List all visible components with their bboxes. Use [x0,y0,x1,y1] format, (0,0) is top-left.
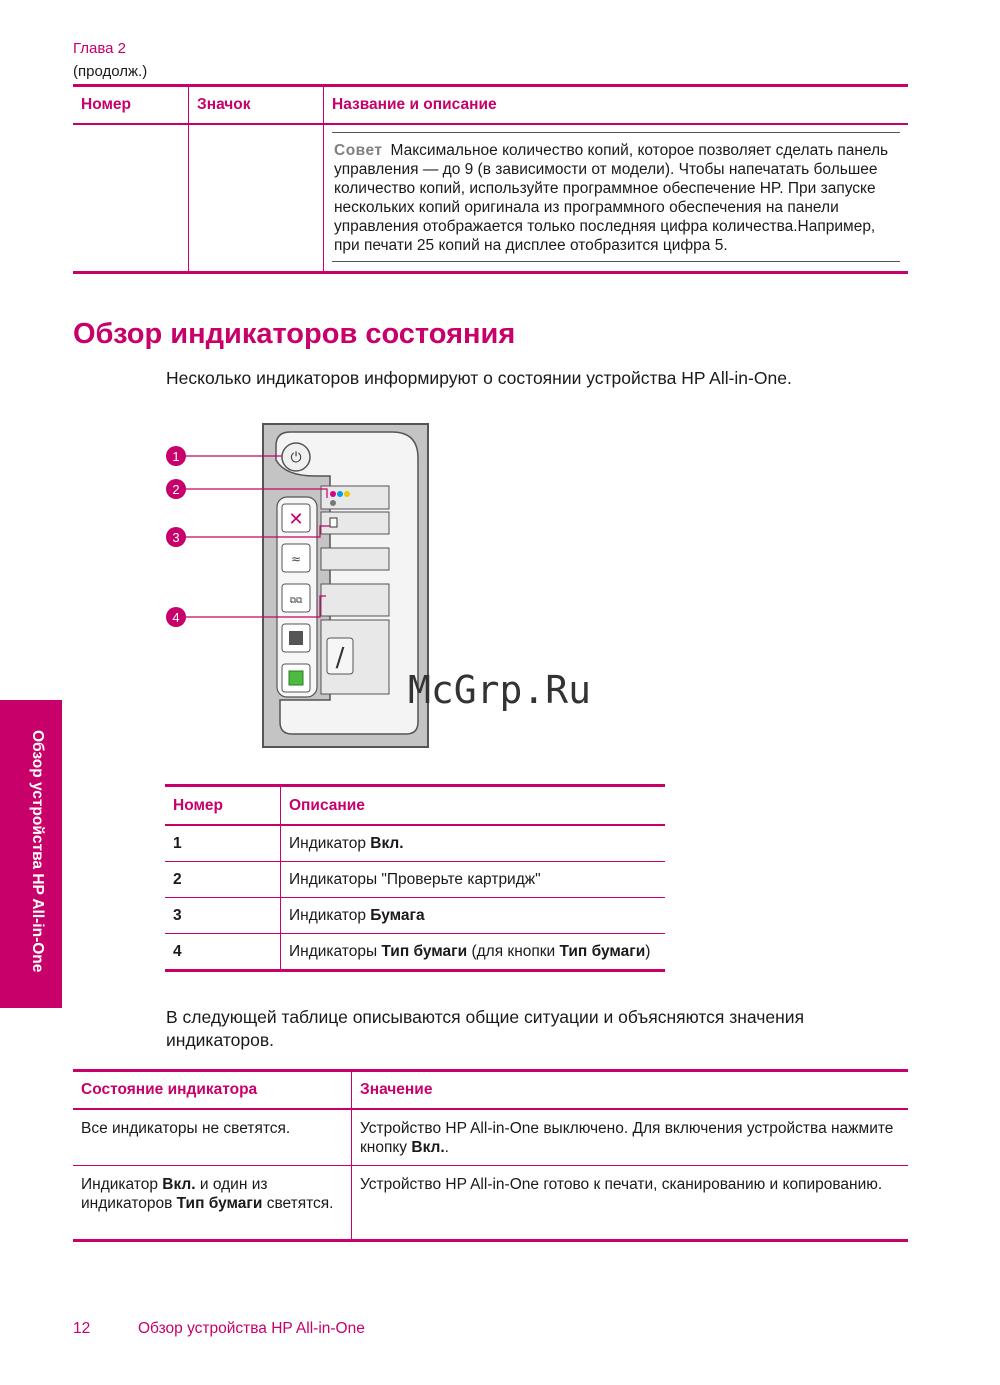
control-panel-figure [160,420,440,755]
table-row [165,862,665,898]
watermark: McGrp.Ru [408,668,592,712]
col-icon-header: Значок [189,86,324,125]
callout-1 [166,446,186,466]
empty-icon-cell [189,124,324,273]
states-intro: В следующей таблице описываются общие ситуации и объясняются значения индикаторов. [166,1007,805,1050]
row-description: Индикаторы Тип бумаги (для кнопки Тип бумаги) [281,934,666,971]
svg-text:2: 2 [172,482,180,497]
row-number: 2 [165,862,281,898]
svg-text:1: 1 [172,449,180,464]
row-description: Индикатор Вкл. [281,825,666,862]
indicator-col-number: Номер [165,786,281,826]
row-description: Индикатор Бумага [281,898,666,934]
row-number: 3 [165,898,281,934]
footer-title: Обзор устройства HP All-in-One [138,1320,365,1337]
display-digit: / [335,643,345,673]
state-table [73,1069,908,1242]
black-drop [330,500,336,506]
tip-text: Максимальное количество копий, которое позволяет сделать панель управления — до 9 (в зависимости от модели). Чтобы напечатать большее количество копий, используйте программное обеспечение HP. При запуске нескольких копий оригинала из программного обеспечения на панели управления отображается только последняя цифра количества.Например, при печати 25 копий на дисплее отобразится цифра 5. [334,142,889,254]
chapter-label: Глава 2 [73,40,127,57]
scan-strip [321,548,389,570]
yellow-drop [344,491,350,497]
row-number: 4 [165,934,281,971]
tip-cell [324,124,909,273]
table-row [165,898,665,934]
meaning-col-header: Значение [352,1071,909,1110]
section-title: Обзор индикаторов состояния [73,318,516,350]
page-number: 12 [73,1320,91,1337]
meaning-cell: Устройство HP All-in-One выключено. Для включения устройства нажмите кнопку Вкл.. [352,1109,909,1166]
callout-3 [166,527,186,547]
continued-label: (продолж.) [73,63,148,80]
empty-number-cell [73,124,189,273]
meaning-cell: Устройство HP All-in-One готово к печати, сканированию и копированию. [352,1166,909,1241]
svg-text:4: 4 [172,610,180,625]
col-number-header: Номер [73,86,189,125]
paper-type-icon: ⧉⧉ [289,596,303,606]
state-col-header: Состояние индикатора [73,1071,352,1110]
row-number: 1 [165,825,281,862]
svg-text:3: 3 [172,530,180,545]
callout-4 [166,607,186,627]
cartridge-indicator-strip [321,486,389,509]
table-row [165,934,665,971]
side-tab [0,700,62,1008]
indicator-col-description: Описание [281,786,666,826]
copy-color-icon [289,671,303,685]
callout-2 [166,479,186,499]
magenta-drop [330,491,336,497]
tip-box [332,132,900,262]
cyan-drop [337,491,343,497]
paper-type-strip [321,584,389,616]
scan-icon: ≈ [290,552,302,566]
top-table [73,84,908,274]
section-intro: Несколько индикаторов информируют о состоянии устройства HP All-in-One. [166,368,792,388]
state-cell: Индикатор Вкл. и один из индикаторов Тип бумаги светятся. [73,1166,352,1241]
cancel-icon: ✕ [288,509,304,530]
side-tab-label: Обзор устройства HP All-in-One [29,730,46,973]
paper-icon [330,518,337,527]
table-row [73,1109,908,1166]
copy-bw-icon [289,631,303,645]
power-icon: ⏻ [290,450,302,466]
col-description-header: Название и описание [324,86,909,125]
table-row [165,825,665,862]
tip-label: Совет [334,142,383,159]
state-cell: Все индикаторы не светятся. [73,1109,352,1166]
table-row [73,1166,908,1241]
row-description: Индикаторы "Проверьте картридж" [281,862,666,898]
indicator-table [165,784,665,972]
